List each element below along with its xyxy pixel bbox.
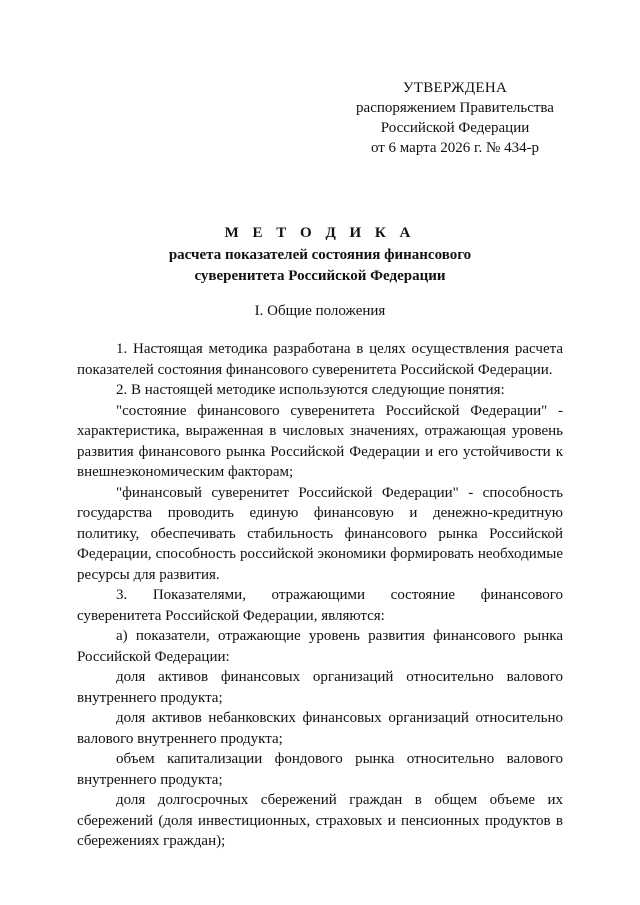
subtitle-line-1: расчета показателей состояния финансового bbox=[168, 247, 472, 263]
document-body bbox=[77, 339, 563, 852]
document-subtitle bbox=[0, 245, 640, 287]
section-heading: I. Общие положения bbox=[254, 303, 386, 319]
approval-title: УТВЕРЖДЕНА bbox=[402, 80, 508, 96]
paragraph-9: объем капитализации фондового рынка относительно валового внутреннего продукта; bbox=[77, 751, 563, 788]
approval-block bbox=[330, 78, 580, 158]
approval-line-3: от 6 марта 2026 г. № 434-р bbox=[370, 140, 540, 156]
paragraph-5: 3. Показателями, отражающими состояние финансового суверенитета Российской Федерации, являются: bbox=[77, 587, 563, 624]
paragraph-8: доля активов небанковских финансовых организаций относительно валового внутреннего продукта; bbox=[77, 710, 563, 747]
paragraph-6: а) показатели, отражающие уровень развития финансового рынка Российской Федерации: bbox=[77, 628, 563, 665]
paragraph-3: "состояние финансового суверенитета Российской Федерации" - характеристика, выраженная в числовых значениях, отражающая уровень развития финансового рынка Российской Федерации и его устойчивости к внешнеэкономическим факторам; bbox=[77, 402, 563, 480]
paragraph-2: 2. В настоящей методике используются следующие понятия: bbox=[116, 382, 505, 398]
approval-line-1: распоряжением Правительства bbox=[356, 100, 554, 116]
paragraph-7: доля активов финансовых организаций относительно валового внутреннего продукта; bbox=[77, 669, 563, 706]
paragraph-10: доля долгосрочных сбережений граждан в общем объеме их сбережений (доля инвестиционных, страховых и пенсионных продуктов в сбережениях граждан); bbox=[77, 792, 563, 849]
paragraph-1: 1. Настоящая методика разработана в целях осуществления расчета показателей состояния финансового суверенитета Российской Федерации. bbox=[77, 341, 563, 378]
subtitle-line-2: суверенитета Российской Федерации bbox=[194, 268, 446, 284]
document-title: М Е Т О Д И К А bbox=[224, 225, 416, 241]
paragraph-4: "финансовый суверенитет Российской Федерации" - способность государства проводить единую финансовую и денежно-кредитную политику, обеспечивать стабильность финансового рынка Российской Федерации, способность российской экономики формировать необходимые ресурсы для развития. bbox=[77, 484, 563, 583]
approval-line-2: Российской Федерации bbox=[380, 120, 530, 136]
